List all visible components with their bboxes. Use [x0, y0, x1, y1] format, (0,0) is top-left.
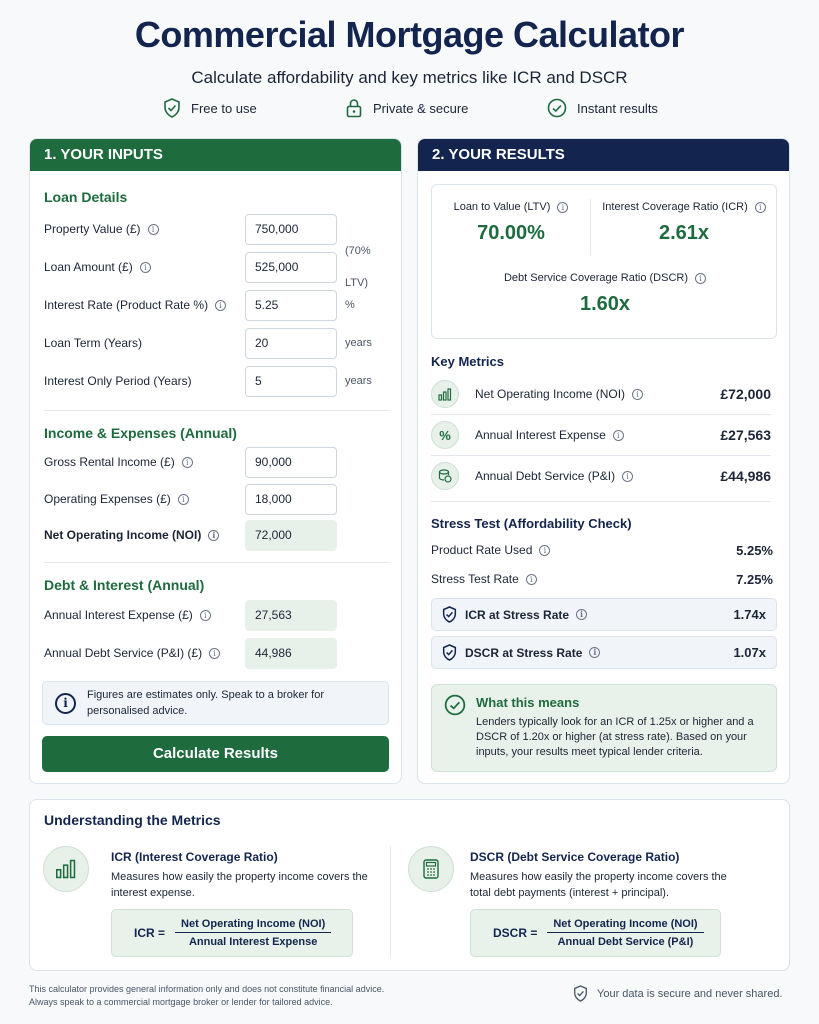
info-icon[interactable]: i: [200, 610, 211, 621]
icr-stress-label: ICR at Stress Rate: [465, 607, 570, 622]
gross-rent-input[interactable]: 90,000: [245, 447, 337, 478]
understanding-panel: [29, 799, 790, 971]
interest-rate-label: Interest Rate (Product Rate %) i: [44, 298, 226, 312]
means-body: Lenders typically look for an ICR of 1.25x or higher and a DSCR of 1.20x or higher (at stress rate). Based on your inputs, your results meet typical lender criteria.: [476, 716, 754, 758]
dscr-label: Debt Service Coverage Ratio (DSCR): [503, 272, 688, 284]
shield-check-icon: [163, 98, 181, 118]
percent-icon: %: [431, 421, 459, 449]
estimate-note: [42, 681, 389, 725]
results-panel: [417, 138, 790, 784]
interest-metric-label: Annual Interest Expense i: [475, 428, 720, 442]
years-suffix: years: [345, 337, 372, 349]
info-icon[interactable]: i: [208, 530, 219, 541]
ltv-label: Loan to Value (LTV): [453, 201, 551, 213]
dscr-cell: [432, 272, 778, 316]
stress-title: Stress Test (Affordability Check): [431, 516, 632, 531]
dscr-value: 1.60x: [579, 293, 631, 315]
disclaimer-line-2: Always speak to a commercial mortgage broker or lender for tailored advice.: [29, 997, 333, 1007]
icr-label: Interest Coverage Ratio (ICR): [602, 201, 748, 213]
io-period-label: Interest Only Period (Years): [44, 374, 192, 388]
divider: [44, 410, 389, 411]
debt-service-output: 44,986: [245, 638, 337, 669]
debt-title: Debt & Interest (Annual): [44, 577, 205, 593]
interest-rate-row: [44, 289, 389, 321]
loan-term-input[interactable]: 20: [245, 328, 337, 359]
bar-chart-icon: [43, 846, 89, 892]
opex-label: Operating Expenses (£) i: [44, 492, 189, 506]
badge-label: Private & secure: [373, 100, 469, 116]
icr-value: 2.61x: [658, 222, 710, 244]
info-icon[interactable]: i: [557, 202, 568, 213]
info-icon[interactable]: i: [695, 273, 706, 284]
debt-service-row: [44, 637, 389, 669]
dscr-denominator: Annual Debt Service (P&I): [557, 936, 694, 948]
dscr-numerator: Net Operating Income (NOI): [547, 918, 703, 933]
interest-metric: [431, 418, 771, 452]
coins-icon: [431, 462, 459, 490]
gross-rent-row: [44, 446, 389, 478]
what-this-means-box: [431, 684, 777, 772]
interest-expense-row: [44, 599, 389, 631]
percent-suffix: %: [345, 299, 355, 311]
calculator-icon: [408, 846, 454, 892]
dscr-fraction: [547, 918, 703, 948]
noi-metric: [431, 377, 771, 411]
icr-formula: [111, 909, 353, 957]
interest-expense-label: Annual Interest Expense (£) i: [44, 608, 211, 622]
loan-details-title: Loan Details: [44, 189, 128, 205]
shield-check-icon: [442, 606, 457, 623]
divider: [431, 455, 771, 456]
io-period-row: [44, 365, 389, 397]
info-icon[interactable]: i: [215, 300, 226, 311]
divider: [44, 562, 389, 563]
stress-rate-label: Stress Test Rate: [431, 572, 519, 586]
loan-term-label: Loan Term (Years): [44, 336, 143, 350]
noi-metric-label: Net Operating Income (NOI) i: [475, 387, 720, 401]
shield-check-icon: [573, 985, 588, 1002]
divider: [431, 501, 771, 502]
key-metrics-title: Key Metrics: [431, 354, 504, 369]
ltv-value: 70.00%: [477, 222, 545, 244]
io-period-input[interactable]: 5: [245, 366, 337, 397]
loan-amount-label: Loan Amount (£) i: [44, 260, 151, 274]
info-icon[interactable]: i: [148, 224, 159, 235]
debt-service-metric-label: Annual Debt Service (P&I) i: [475, 469, 720, 483]
noi-metric-value: £72,000: [720, 386, 771, 402]
info-icon[interactable]: i: [589, 647, 600, 658]
gross-rent-label: Gross Rental Income (£) i: [44, 455, 193, 469]
info-icon[interactable]: i: [576, 609, 587, 620]
bar-chart-icon: [431, 380, 459, 408]
disclaimer: [29, 983, 449, 1009]
info-icon[interactable]: i: [140, 262, 151, 273]
badge-instant: [547, 98, 658, 118]
page-subtitle: Calculate affordability and key metrics like ICR and DSCR: [191, 68, 628, 87]
product-rate-value: 5.25%: [736, 542, 773, 558]
noi-output: 72,000: [245, 520, 337, 551]
note-text: Figures are estimates only. Speak to a broker for personalised advice.: [87, 689, 325, 717]
property-value-input[interactable]: 750,000: [245, 214, 337, 245]
info-icon[interactable]: i: [622, 471, 633, 482]
dscr-stress-box: [431, 636, 777, 669]
info-icon[interactable]: i: [209, 648, 220, 659]
property-value-label: Property Value (£) i: [44, 222, 159, 236]
badge-label: Instant results: [577, 100, 658, 116]
opex-row: [44, 483, 389, 515]
divider: [390, 846, 391, 958]
check-circle-icon: [444, 694, 466, 716]
badge-free: [163, 98, 257, 118]
debt-service-metric: [431, 459, 771, 493]
info-icon[interactable]: i: [755, 202, 766, 213]
icr-denominator: Annual Interest Expense: [188, 936, 318, 948]
feature-badges: [0, 98, 819, 124]
info-icon[interactable]: i: [182, 457, 193, 468]
check-circle-icon: [547, 98, 567, 118]
icr-formula-lhs: ICR =: [134, 926, 166, 940]
ltv-suffix: (70% LTV): [345, 245, 371, 289]
interest-metric-value: £27,563: [720, 427, 771, 443]
info-icon[interactable]: i: [526, 574, 537, 585]
loan-amount-row: [44, 245, 389, 289]
lock-icon: [345, 98, 363, 118]
dscr-stress-value: 1.07x: [733, 645, 766, 660]
info-icon[interactable]: i: [178, 494, 189, 505]
dscr-formula: [470, 909, 721, 957]
debt-service-metric-value: £44,986: [720, 468, 771, 484]
stress-rate-row: [431, 567, 773, 591]
loan-amount-input[interactable]: 525,000: [245, 252, 337, 283]
product-rate-row: [431, 538, 773, 562]
badge-private: [345, 98, 468, 118]
info-icon[interactable]: i: [613, 430, 624, 441]
info-icon[interactable]: i: [539, 545, 550, 556]
calculate-button[interactable]: Calculate Results: [42, 736, 389, 772]
secure-note-text: Your data is secure and never shared.: [597, 987, 783, 1000]
income-title: Income & Expenses (Annual): [44, 425, 237, 441]
noi-row: [44, 519, 389, 551]
ltv-cell: [432, 201, 590, 245]
icr-fraction: [175, 918, 331, 948]
icr-description: Measures how easily the property income covers the interest expense.: [111, 871, 368, 899]
icr-stress-box: [431, 598, 777, 631]
product-rate-label: Product Rate Used: [431, 543, 533, 557]
interest-rate-input[interactable]: 5.25: [245, 290, 337, 321]
dscr-heading: DSCR (Debt Service Coverage Ratio): [470, 850, 680, 864]
info-icon[interactable]: i: [632, 389, 643, 400]
icr-heading: ICR (Interest Coverage Ratio): [111, 850, 278, 864]
noi-label: Net Operating Income (NOI) i: [44, 528, 219, 542]
shield-check-icon: [442, 644, 457, 661]
dscr-formula-lhs: DSCR =: [493, 926, 538, 940]
interest-expense-output: 27,563: [245, 600, 337, 631]
inputs-panel: [29, 138, 402, 784]
loan-term-row: [44, 327, 389, 359]
icr-cell: [591, 201, 777, 245]
property-value-row: [44, 213, 389, 245]
debt-service-label: Annual Debt Service (P&I) (£) i: [44, 646, 220, 660]
inputs-heading: 1. YOUR INPUTS: [30, 139, 401, 171]
info-icon: i: [55, 693, 76, 714]
divider: [431, 414, 771, 415]
icr-stress-value: 1.74x: [733, 607, 766, 622]
understanding-title: Understanding the Metrics: [44, 812, 221, 828]
icr-numerator: Net Operating Income (NOI): [175, 918, 331, 933]
badge-label: Free to use: [191, 100, 257, 116]
dscr-description: Measures how easily the property income covers the total debt payments (interest + principal).: [470, 871, 727, 899]
means-title: What this means: [476, 695, 580, 710]
disclaimer-line-1: This calculator provides general information only and does not constitute financial advice.: [29, 984, 385, 994]
stress-rate-value: 7.25%: [736, 571, 773, 587]
results-heading: 2. YOUR RESULTS: [418, 139, 789, 171]
years-suffix: years: [345, 375, 372, 387]
secure-note: [573, 985, 783, 1002]
summary-card: [431, 184, 777, 339]
page-title: Commercial Mortgage Calculator: [134, 14, 685, 55]
dscr-stress-label: DSCR at Stress Rate: [465, 645, 583, 660]
opex-input[interactable]: 18,000: [245, 484, 337, 515]
